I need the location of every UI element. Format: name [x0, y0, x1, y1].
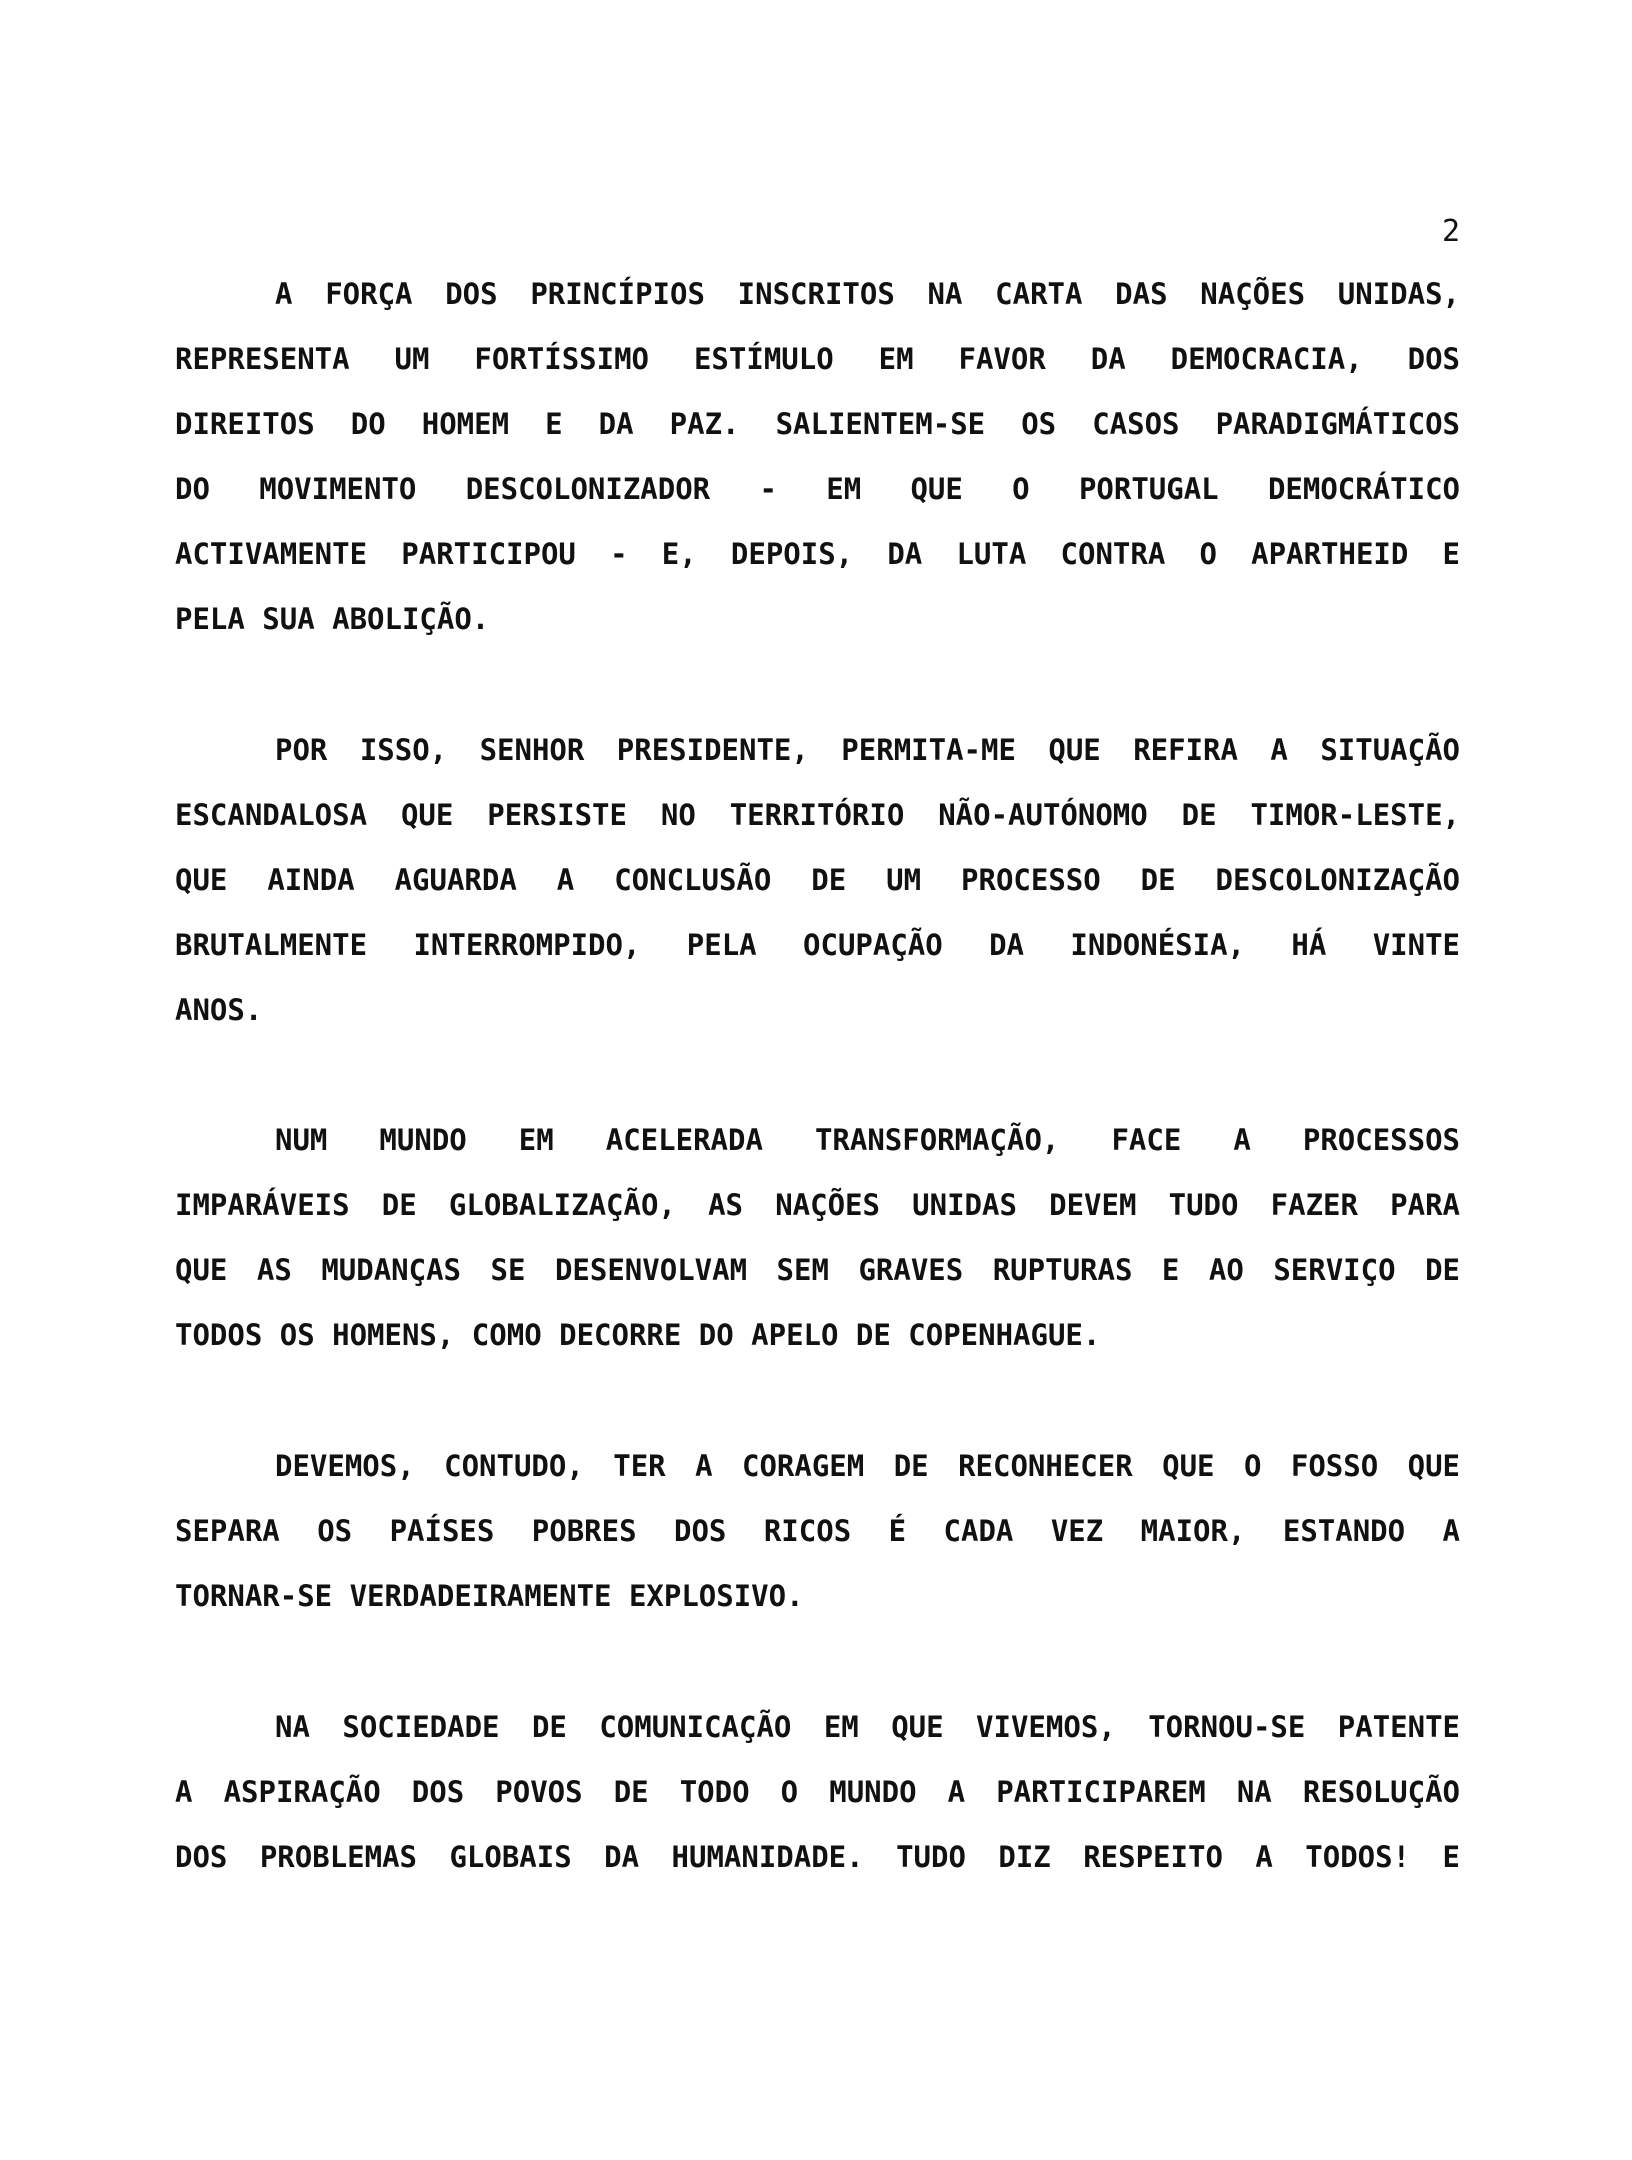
- paragraph-line: REPRESENTA UM FORTÍSSIMO ESTÍMULO EM FAVOR DA DEMOCRACIA, DOS: [175, 342, 1460, 376]
- paragraph-line: DOS PROBLEMAS GLOBAIS DA HUMANIDADE. TUDO DIZ RESPEITO A TODOS! E: [175, 1840, 1460, 1874]
- paragraph-line: DO MOVIMENTO DESCOLONIZADOR - EM QUE O PORTUGAL DEMOCRÁTICO: [175, 472, 1460, 506]
- page-number: 2: [1441, 214, 1460, 249]
- paragraph: [175, 1434, 1460, 1629]
- paragraph-line: A ASPIRAÇÃO DOS POVOS DE TODO O MUNDO A PARTICIPAREM NA RESOLUÇÃO: [175, 1775, 1460, 1809]
- paragraph: [175, 1108, 1460, 1368]
- paragraph-line: A FORÇA DOS PRINCÍPIOS INSCRITOS NA CARTA DAS NAÇÕES UNIDAS,: [275, 277, 1460, 311]
- paragraph-line: TODOS OS HOMENS, COMO DECORRE DO APELO DE COPENHAGUE.: [175, 1318, 1101, 1352]
- paragraph-line: POR ISSO, SENHOR PRESIDENTE, PERMITA-ME QUE REFIRA A SITUAÇÃO: [275, 733, 1460, 767]
- paragraph-line: NA SOCIEDADE DE COMUNICAÇÃO EM QUE VIVEMOS, TORNOU-SE PATENTE: [275, 1710, 1460, 1744]
- paragraph-line: TORNAR-SE VERDADEIRAMENTE EXPLOSIVO.: [175, 1579, 804, 1613]
- paragraph: [175, 718, 1460, 1043]
- paragraph-line: PELA SUA ABOLIÇÃO.: [175, 602, 490, 636]
- paragraph: [175, 262, 1460, 652]
- paragraph-line: SEPARA OS PAÍSES POBRES DOS RICOS É CADA VEZ MAIOR, ESTANDO A: [175, 1514, 1460, 1548]
- paragraph-line: QUE AS MUDANÇAS SE DESENVOLVAM SEM GRAVES RUPTURAS E AO SERVIÇO DE: [175, 1253, 1460, 1287]
- paragraph-line: ACTIVAMENTE PARTICIPOU - E, DEPOIS, DA LUTA CONTRA O APARTHEID E: [175, 537, 1460, 571]
- paragraph-line: NUM MUNDO EM ACELERADA TRANSFORMAÇÃO, FACE A PROCESSOS: [275, 1123, 1460, 1157]
- paragraph-line: DEVEMOS, CONTUDO, TER A CORAGEM DE RECONHECER QUE O FOSSO QUE: [275, 1449, 1460, 1483]
- paragraph-line: BRUTALMENTE INTERROMPIDO, PELA OCUPAÇÃO DA INDONÉSIA, HÁ VINTE: [175, 928, 1460, 962]
- paragraph-line: ANOS.: [175, 993, 263, 1027]
- paragraph: [175, 1695, 1460, 1890]
- paragraph-line: ESCANDALOSA QUE PERSISTE NO TERRITÓRIO NÃO-AUTÓNOMO DE TIMOR-LESTE,: [175, 798, 1460, 832]
- paragraph-line: QUE AINDA AGUARDA A CONCLUSÃO DE UM PROCESSO DE DESCOLONIZAÇÃO: [175, 863, 1460, 897]
- paragraph-line: IMPARÁVEIS DE GLOBALIZAÇÃO, AS NAÇÕES UNIDAS DEVEM TUDO FAZER PARA: [175, 1188, 1460, 1222]
- paragraph-line: DIREITOS DO HOMEM E DA PAZ. SALIENTEM-SE OS CASOS PARADIGMÁTICOS: [175, 407, 1460, 441]
